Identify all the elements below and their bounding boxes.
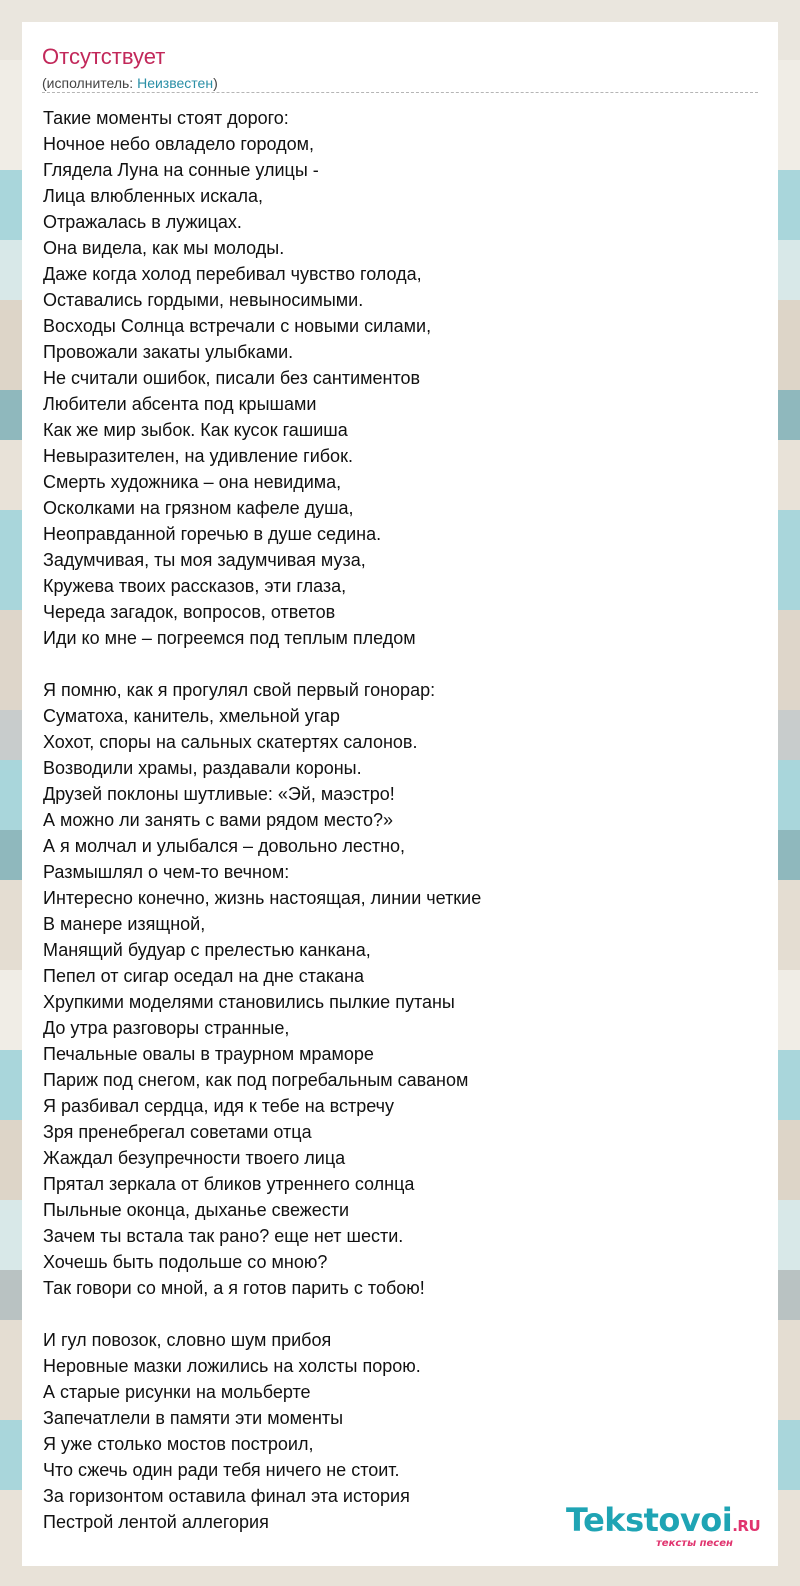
lyric-line: Отражалась в лужицах. [43, 212, 242, 232]
lyric-line: Зря пренебрегал советами отца [43, 1122, 312, 1142]
header-divider [42, 92, 758, 93]
logo-main-text: Tekstovoi [566, 1501, 733, 1539]
lyric-line: Жаждал безупречности твоего лица [43, 1148, 346, 1168]
lyric-line: Размышлял о чем-то вечном: [43, 862, 290, 882]
lyric-line: Я разбивал сердца, идя к тебе на встречу [43, 1096, 395, 1116]
artist-line [42, 74, 218, 92]
lyric-line: Любители абсента под крышами [43, 394, 317, 414]
song-title: Отсутствует [42, 44, 166, 69]
lyric-line: Пестрой лентой аллегория [43, 1512, 269, 1532]
lyric-line: За горизонтом оставила финал эта история [43, 1486, 410, 1506]
lyric-line: Иди ко мне – погреемся под теплым пледом [43, 628, 416, 648]
lyric-line: Я уже столько мостов построил, [43, 1434, 314, 1454]
logo-tagline: тексты песен [656, 1538, 733, 1549]
lyric-line: Запечатлели в памяти эти моменты [43, 1408, 344, 1428]
stanza-gap [43, 1301, 763, 1327]
lyric-line: Пыльные оконца, дыханье свежести [43, 1200, 350, 1220]
logo-tld: .RU [732, 1517, 761, 1535]
lyric-line: Череда загадок, вопросов, ответов [43, 602, 336, 622]
lyric-line: Кружева твоих рассказов, эти глаза, [43, 576, 347, 596]
lyric-line: До утра разговоры странные, [43, 1018, 290, 1038]
lyric-line: Зачем ты встала так рано? еще нет шести. [43, 1226, 404, 1246]
lyric-line: Манящий будуар с прелестью канкана, [43, 940, 371, 960]
lyric-line: Провожали закаты улыбками. [43, 342, 294, 362]
site-logo[interactable] [566, 1502, 776, 1554]
lyrics-body [43, 105, 763, 1535]
lyrics-card [22, 22, 778, 1566]
lyric-line: Что сжечь один ради тебя ничего не стоит. [43, 1460, 400, 1480]
lyric-line: Неровные мазки ложились на холсты порою. [43, 1356, 421, 1376]
lyric-line: Такие моменты стоят дорого: [43, 108, 289, 128]
lyric-line: Интересно конечно, жизнь настоящая, линии четкие [43, 888, 482, 908]
lyrics-stanza-2 [43, 677, 763, 1301]
lyric-line: Задумчивая, ты моя задумчивая муза, [43, 550, 366, 570]
lyric-line: Восходы Солнца встречали с новыми силами, [43, 316, 432, 336]
lyric-line: А можно ли занять с вами рядом место?» [43, 810, 394, 830]
lyric-line: И гул повозок, словно шум прибоя [43, 1330, 332, 1350]
lyric-line: Хрупкими моделями становились пылкие путаны [43, 992, 455, 1012]
lyric-line: Друзей поклоны шутливые: «Эй, маэстро! [43, 784, 395, 804]
lyric-line: Пепел от сигар оседал на дне стакана [43, 966, 365, 986]
artist-link[interactable]: Неизвестен [137, 75, 214, 91]
lyric-line: Суматоха, канитель, хмельной угар [43, 706, 340, 726]
lyric-line: Как же мир зыбок. Как кусок гашиша [43, 420, 348, 440]
lyric-line: Возводили храмы, раздавали короны. [43, 758, 362, 778]
lyric-line: Париж под снегом, как под погребальным саваном [43, 1070, 469, 1090]
artist-suffix: ) [213, 75, 218, 91]
lyric-line: Хохот, споры на сальных скатертях салонов. [43, 732, 418, 752]
lyric-line: Печальные овалы в траурном мраморе [43, 1044, 374, 1064]
lyric-line: Прятал зеркала от бликов утреннего солнца [43, 1174, 415, 1194]
lyric-line: Невыразителен, на удивление гибок. [43, 446, 353, 466]
lyric-line: Ночное небо овладело городом, [43, 134, 315, 154]
lyric-line: Не считали ошибок, писали без сантиментов [43, 368, 421, 388]
lyric-line: А я молчал и улыбался – довольно лестно, [43, 836, 406, 856]
lyric-line: Осколками на грязном кафеле душа, [43, 498, 354, 518]
lyric-line: Даже когда холод перебивал чувство голода, [43, 264, 422, 284]
lyric-line: Я помню, как я прогулял свой первый гонорар: [43, 680, 436, 700]
lyric-line: Смерть художника – она невидима, [43, 472, 342, 492]
lyric-line: Глядела Луна на сонные улицы - [43, 160, 319, 180]
lyric-line: Лица влюбленных искала, [43, 186, 264, 206]
lyric-line: Хочешь быть подольше со мною? [43, 1252, 328, 1272]
lyrics-stanza-1 [43, 105, 763, 651]
lyric-line: Она видела, как мы молоды. [43, 238, 285, 258]
lyric-line: Неоправданной горечью в душе седина. [43, 524, 382, 544]
stanza-gap [43, 651, 763, 677]
lyric-line: А старые рисунки на мольберте [43, 1382, 311, 1402]
artist-prefix: (исполнитель: [42, 75, 138, 91]
lyric-line: Так говори со мной, а я готов парить с тобою! [43, 1278, 425, 1298]
lyric-line: В манере изящной, [43, 914, 206, 934]
lyric-line: Оставались гордыми, невыносимыми. [43, 290, 364, 310]
